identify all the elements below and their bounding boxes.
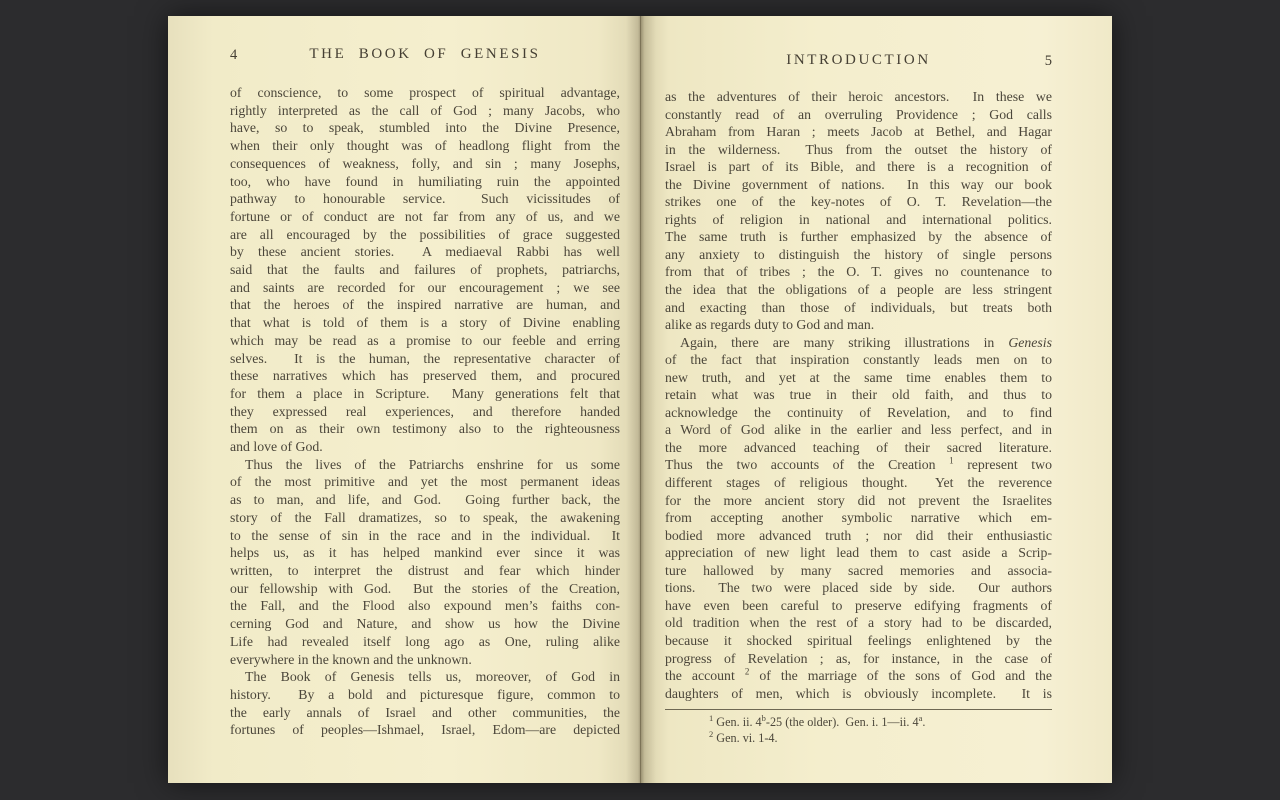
text-line: written, to interpret the distrust and fear which hinder bbox=[230, 562, 620, 578]
text-line: which may be read as a promise to our feeble and erring bbox=[230, 332, 620, 348]
text-line: to the sense of sin in the race and in the individual. It bbox=[230, 527, 620, 543]
text-line: and exacting than those of individuals, but treats both bbox=[665, 299, 1052, 315]
text-line: the more advanced teaching of their sacred literature. bbox=[665, 439, 1052, 455]
text-line: and saints are recorded for our encouragement ; we see bbox=[230, 279, 620, 295]
text-line: any anxiety to distinguish the history of single persons bbox=[665, 246, 1052, 262]
text-line: of conscience, to some prospect of spiritual advantage, bbox=[230, 85, 620, 100]
text-line: constantly read of an overruling Providence ; God calls bbox=[665, 106, 1052, 122]
text-line: when their only thought was of headlong flight from the bbox=[230, 138, 620, 154]
text-line: a Word of God alike in the earlier and less perfect, and in bbox=[665, 422, 1052, 438]
text-line: and love of God. bbox=[230, 439, 323, 455]
text-line: our fellowship with God. But the stories of the Creation, bbox=[230, 580, 620, 596]
page-left[interactable] bbox=[168, 16, 641, 783]
footnote-block bbox=[665, 709, 1052, 746]
text-line: of the fact that inspiration constantly leads men on to bbox=[665, 352, 1052, 368]
text-line: alike as regards duty to God and man. bbox=[665, 317, 875, 333]
text-line: rights of religion in national and international politics. bbox=[665, 211, 1052, 227]
text-line: the Divine government of nations. In this way our book bbox=[665, 176, 1052, 192]
page-right-body bbox=[665, 88, 1052, 702]
text-line: helps us, as it has helped mankind ever since it was bbox=[230, 545, 620, 561]
footnotes-list bbox=[665, 715, 1052, 746]
page-left-body bbox=[230, 84, 620, 739]
text-line: rightly interpreted as the call of God ; many Jacobs, who bbox=[230, 102, 620, 118]
text-line: are all encouraged by the possibilities of grace suggested bbox=[230, 226, 620, 242]
text-line: them on as their own testimony also to the righteousness bbox=[230, 421, 620, 437]
text-line: the Fall, and the Flood also expound men’s faiths con- bbox=[230, 598, 620, 614]
text-line: as to man, and life, and God. Going further back, the bbox=[230, 492, 620, 508]
text-line: for them a place in Scripture. Many generations felt that bbox=[230, 385, 620, 401]
text-line: too, who have found in humiliating ruin the appointed bbox=[230, 173, 620, 189]
text-line: Abraham from Haran ; meets Jacob at Bethel, and Hagar bbox=[665, 124, 1052, 140]
page-number-right: 5 bbox=[1044, 53, 1052, 69]
text-line: retain what was true in their old faith, and thus to bbox=[665, 387, 1052, 403]
page-right[interactable] bbox=[641, 16, 1112, 783]
text-line: they expressed real experiences, and therefore handed bbox=[230, 403, 620, 419]
text-line: have, so to speak, stumbled into the Divine Presence, bbox=[230, 120, 620, 136]
text-line: pathway to honourable service. Such vicissitudes of bbox=[230, 191, 620, 207]
text-line: The same truth is further emphasized by the absence of bbox=[665, 229, 1052, 245]
footnote-line: $^2$ Gen. vi. 1-4. bbox=[709, 728, 778, 745]
text-line: selves. It is the human, the representative character of bbox=[230, 350, 620, 366]
text-line: strikes one of the key-notes of O. T. Revelation—the bbox=[665, 194, 1052, 210]
text-line: the early annals of Israel and other communities, the bbox=[230, 704, 620, 720]
text-line: the account $^2$ of the marriage of the sons of God and the bbox=[665, 666, 1053, 684]
text-line: different stages of religious thought. Yet the reverence bbox=[665, 475, 1052, 491]
text-line: as the adventures of their heroic ancestors. In these we bbox=[665, 89, 1052, 104]
page-number-left: 4 bbox=[230, 47, 238, 63]
running-head-left: THE BOOK OF GENESIS bbox=[309, 46, 541, 62]
footnote-line: $^1$ Gen. ii. 4$^b$-25 (the older). Gen. i. 1—ii. 4$^a$. bbox=[709, 713, 926, 730]
book-spread bbox=[168, 16, 1112, 783]
page-left-header bbox=[230, 46, 620, 66]
text-line: history. By a bold and picturesque figure, common to bbox=[230, 686, 620, 702]
text-line: fortunes of peoples—Ishmael, Israel, Edom—are depicted bbox=[230, 722, 620, 738]
text-line: of the most primitive and yet the most permanent ideas bbox=[230, 474, 620, 490]
text-line: old tradition when the rest of a story had to be discarded, bbox=[665, 615, 1052, 631]
text-line: these narratives which has preserved them, and procured bbox=[230, 368, 620, 384]
text-line: have even been careful to preserve edifying fragments of bbox=[665, 597, 1052, 613]
text-line: story of the Fall dramatizes, so to speak, the awakening bbox=[230, 509, 620, 525]
text-line: from that of tribes ; the O. T. gives no countenance to bbox=[665, 264, 1052, 280]
text-line: that the heroes of the inspired narrative are human, and bbox=[230, 297, 620, 313]
text-line: acknowledge the continuity of Revelation, and to find bbox=[665, 404, 1052, 420]
text-line: the idea that the obligations of a people are less stringent bbox=[665, 282, 1052, 298]
text-line: bodied more advanced truth ; nor did their enthusiastic bbox=[665, 527, 1052, 543]
text-line: for the more ancient story did not prevent the Israelites bbox=[665, 492, 1052, 508]
footnote-rule bbox=[665, 709, 1052, 710]
text-line: appreciation of new light lead them to cast aside a Scrip- bbox=[665, 545, 1052, 561]
page-right-header bbox=[665, 52, 1052, 72]
text-line: by these ancient stories. A mediaeval Rabbi has well bbox=[230, 244, 620, 260]
text-line: progress of Revelation ; as, for instance, in the case of bbox=[665, 650, 1052, 666]
text-line: because it shocked spiritual feelings enlightened by the bbox=[665, 632, 1052, 648]
text-line: consequences of weakness, folly, and sin ; many Josephs, bbox=[230, 155, 620, 171]
text-line: that what is told of them is a story of Divine enabling bbox=[230, 315, 620, 331]
text-line: everywhere in the known and the unknown. bbox=[230, 651, 472, 667]
text-line: in the wilderness. Thus from the outset the history of bbox=[665, 141, 1052, 157]
text-line: cerning God and Nature, and show us how the Divine bbox=[230, 616, 620, 632]
running-head-right: INTRODUCTION bbox=[786, 52, 931, 68]
text-line: fortune or of conduct are not far from any of us, and we bbox=[230, 208, 620, 224]
text-line: Thus the two accounts of the Creation $^1$ represent two bbox=[665, 455, 1052, 473]
text-line: daughters of men, which is obviously incomplete. It is bbox=[665, 685, 1052, 701]
text-line: The Book of Genesis tells us, moreover, of God in bbox=[245, 669, 620, 685]
text-line: ture hallowed by many sacred memories and associa- bbox=[665, 562, 1052, 578]
text-line: Israel is part of its Bible, and there is a recognition of bbox=[665, 159, 1052, 175]
text-line: Thus the lives of the Patriarchs enshrine for us some bbox=[245, 456, 620, 472]
text-line: Life had revealed itself long ago as One, ruling alike bbox=[230, 633, 620, 649]
text-line: from accepting another symbolic narrative which em- bbox=[665, 510, 1052, 526]
text-line: said that the faults and failures of prophets, patriarchs, bbox=[230, 262, 620, 278]
text-line: tions. The two were placed side by side. Our authors bbox=[665, 580, 1052, 596]
text-line: new truth, and yet at the same time enables them to bbox=[665, 369, 1052, 385]
text-line: Again, there are many striking illustrations in Genesis bbox=[680, 334, 1052, 350]
